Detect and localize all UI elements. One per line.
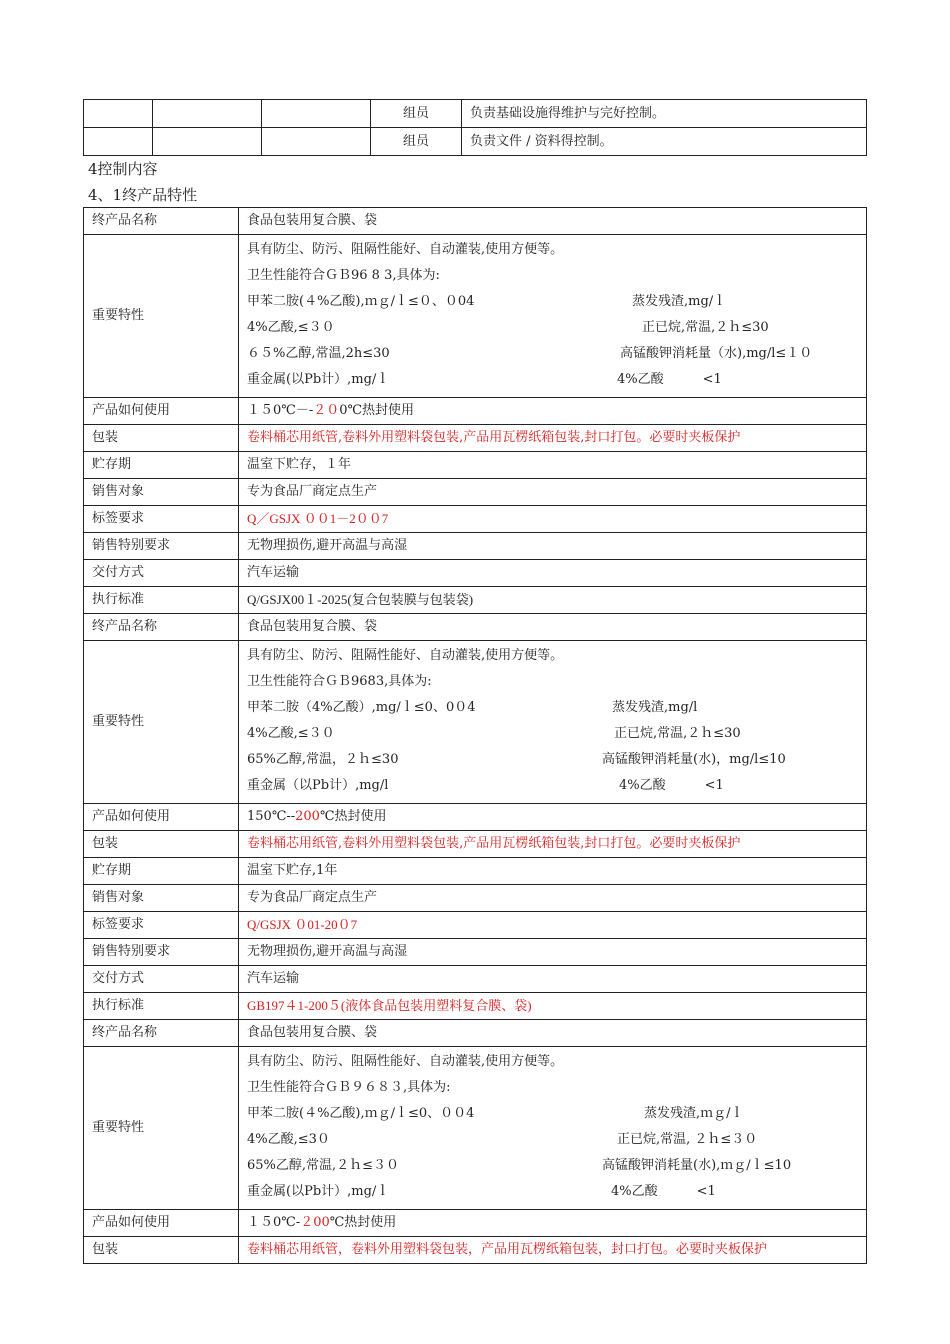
field-value: 卷料桶芯用纸管,卷料外用塑料袋包装,产品用瓦楞纸箱包装,封口打包。必要时夹板保护 <box>239 831 867 858</box>
property-left: 重金属(以Pb计）,mg/ｌ <box>247 1184 390 1199</box>
field-label: 执行标准 <box>84 587 239 614</box>
property-right: 正已烷,常温, ２ｈ≤３０ <box>617 1132 758 1147</box>
field-value: 卷料桶芯用纸管,卷料外用塑料袋包装,产品用瓦楞纸箱包装,封口打包。必要时夹板保护 <box>239 425 867 452</box>
section-title: 4控制内容 <box>88 160 158 178</box>
table-row <box>84 804 867 831</box>
field-label: 销售对象 <box>84 479 239 506</box>
field-value: 无物理损伤,避开高温与高湿 <box>239 533 867 560</box>
table-row <box>84 100 867 128</box>
field-value: Q/GSJX ０01-20０7 <box>239 912 867 939</box>
field-label: 贮存期 <box>84 452 239 479</box>
field-label: 执行标准 <box>84 993 239 1020</box>
property-left: 4%乙酸,≤３０ <box>247 726 335 741</box>
table-row <box>84 425 867 452</box>
property-line: 卫生性能符合ＧＢ9683,具体为: <box>247 674 432 689</box>
table-cell <box>262 128 371 156</box>
role-cell: 组员 <box>371 100 462 128</box>
table-cell <box>84 100 153 128</box>
property-pair <box>247 721 858 747</box>
property-right: 4%乙酸 <1 <box>619 778 724 793</box>
table-cell <box>84 128 153 156</box>
field-label: 终产品名称 <box>84 1020 239 1047</box>
field-value <box>239 398 867 425</box>
property-left: 重金属(以Pb计）,mg/ｌ <box>247 372 390 387</box>
properties-cell <box>239 641 867 804</box>
table-row <box>84 966 867 993</box>
usage-text: 0℃热封使用 <box>339 403 415 418</box>
table-row <box>84 560 867 587</box>
table-row <box>84 479 867 506</box>
field-value <box>239 804 867 831</box>
field-label: 终产品名称 <box>84 208 239 235</box>
property-line: 具有防尘、防污、阻隔性能好、自动灌装,使用方便等。 <box>247 1054 564 1069</box>
field-label: 产品如何使用 <box>84 1210 239 1237</box>
field-value: 专为食品厂商定点生产 <box>239 885 867 912</box>
field-label: 重要特性 <box>84 1047 239 1210</box>
table-row <box>84 452 867 479</box>
field-value: 卷料桶芯用纸管，卷料外用塑料袋包装，产品用瓦楞纸箱包装，封口打包。必要时夹板保护 <box>239 1237 867 1264</box>
field-label: 包装 <box>84 425 239 452</box>
property-pair <box>247 315 858 341</box>
property-left: 重金属（以Pb计）,mg/l <box>247 778 389 793</box>
property-line: 卫生性能符合ＧＢ９６８３,具体为: <box>247 1080 451 1095</box>
table-row <box>84 641 867 804</box>
property-pair <box>247 695 858 721</box>
property-right: 正已烷,常温,２ｈ≤30 <box>614 726 741 741</box>
table-row <box>84 831 867 858</box>
property-left: 4%乙酸,≤3０ <box>247 1132 330 1147</box>
field-value <box>239 1210 867 1237</box>
usage-temp: ２00 <box>300 1215 330 1230</box>
property-pair <box>247 773 858 799</box>
table-row <box>84 912 867 939</box>
properties-cell <box>239 235 867 398</box>
property-right: 高锰酸钾消耗量(水)，mg/l≤10 <box>602 752 786 767</box>
field-label: 重要特性 <box>84 235 239 398</box>
property-pair <box>247 1153 858 1179</box>
property-left: 甲苯二胺(４%乙酸),ｍｇ/ｌ≤０、０04 <box>247 294 475 309</box>
table-row <box>84 398 867 425</box>
table-cell <box>153 128 262 156</box>
usage-temp: ２０ <box>313 403 340 418</box>
property-left: 甲苯二胺(４%乙酸),ｍｇ/ｌ≤0、００4 <box>247 1106 475 1121</box>
property-right: 蒸发残渣,ｍｇ/ｌ <box>644 1106 744 1121</box>
property-right: 蒸发残渣,mg/l <box>612 700 698 715</box>
field-value: 食品包装用复合膜、袋 <box>239 1020 867 1047</box>
property-left: 65%乙醇,常温，２ｈ≤30 <box>247 752 399 767</box>
table-cell <box>262 100 371 128</box>
usage-text: ℃热封使用 <box>319 809 387 824</box>
field-label: 交付方式 <box>84 560 239 587</box>
property-pair <box>247 1101 858 1127</box>
field-value: 温室下贮存，１年 <box>239 452 867 479</box>
field-value: 专为食品厂商定点生产 <box>239 479 867 506</box>
responsibility-table <box>83 99 867 156</box>
table-row <box>84 885 867 912</box>
property-line: 具有防尘、防污、阻隔性能好、自动灌装,使用方便等。 <box>247 648 564 663</box>
property-right: 4%乙酸 <1 <box>617 372 722 387</box>
property-pair <box>247 341 858 367</box>
field-label: 产品如何使用 <box>84 398 239 425</box>
field-label: 销售特别要求 <box>84 939 239 966</box>
field-label: 标签要求 <box>84 912 239 939</box>
product-spec-table <box>83 207 867 1264</box>
table-cell <box>153 100 262 128</box>
table-row <box>84 533 867 560</box>
field-value: 汽车运输 <box>239 560 867 587</box>
field-value: Q／GSJX ００1－2００7 <box>239 506 867 533</box>
table-row <box>84 939 867 966</box>
property-right: 正已烷,常温,２ｈ≤30 <box>642 320 769 335</box>
property-pair <box>247 1127 858 1153</box>
usage-temp: 200 <box>295 809 320 824</box>
property-right: 高锰酸钾消耗量（水),mg/l≤１０ <box>620 346 813 361</box>
property-left: 65%乙醇,常温,２ｈ≤３０ <box>247 1158 400 1173</box>
field-label: 重要特性 <box>84 641 239 804</box>
property-left: 甲苯二胺（4%乙酸）,mg/ｌ≤0、0０4 <box>247 700 476 715</box>
field-value: 温室下贮存,1年 <box>239 858 867 885</box>
property-left: 4%乙酸,≤３０ <box>247 320 335 335</box>
table-row <box>84 858 867 885</box>
field-value: 汽车运输 <box>239 966 867 993</box>
table-row <box>84 1210 867 1237</box>
property-right: 蒸发残渣,mg/ｌ <box>632 294 727 309</box>
field-label: 贮存期 <box>84 858 239 885</box>
table-row <box>84 993 867 1020</box>
field-value: 食品包装用复合膜、袋 <box>239 208 867 235</box>
field-label: 交付方式 <box>84 966 239 993</box>
field-label: 包装 <box>84 1237 239 1264</box>
usage-text: １５0℃－- <box>247 403 314 418</box>
field-label: 标签要求 <box>84 506 239 533</box>
field-label: 包装 <box>84 831 239 858</box>
property-left: ６５%乙醇,常温,2h≤30 <box>247 346 390 361</box>
field-label: 产品如何使用 <box>84 804 239 831</box>
usage-text: 150℃-- <box>247 809 296 824</box>
table-row <box>84 587 867 614</box>
properties-cell <box>239 1047 867 1210</box>
table-row <box>84 1237 867 1264</box>
table-row <box>84 1047 867 1210</box>
field-value: Q/GSJX00１-2025(复合包装膜与包装袋) <box>239 587 867 614</box>
duty-cell: 负责基础设施得维护与完好控制。 <box>462 100 867 128</box>
duty-cell: 负责文件 / 资料得控制。 <box>462 128 867 156</box>
subsection-title: 4、1终产品特性 <box>88 186 198 204</box>
table-row <box>84 128 867 156</box>
role-cell: 组员 <box>371 128 462 156</box>
field-label: 销售特别要求 <box>84 533 239 560</box>
property-line: 具有防尘、防污、阻隔性能好、自动灌装,使用方便等。 <box>247 242 564 257</box>
property-pair <box>247 289 858 315</box>
table-row <box>84 1020 867 1047</box>
property-pair <box>247 1179 858 1205</box>
property-right: 4%乙酸 <1 <box>611 1184 716 1199</box>
field-value: 食品包装用复合膜、袋 <box>239 614 867 641</box>
property-line: 卫生性能符合ＧＢ96 8 3,具体为: <box>247 268 440 283</box>
field-value: 无物理损伤,避开高温与高湿 <box>239 939 867 966</box>
property-pair <box>247 747 858 773</box>
table-row <box>84 614 867 641</box>
table-row <box>84 235 867 398</box>
table-row <box>84 208 867 235</box>
property-pair <box>247 367 858 393</box>
field-value: GB197４1-200５(液体食品包装用塑料复合膜、袋) <box>239 993 867 1020</box>
field-label: 销售对象 <box>84 885 239 912</box>
field-label: 终产品名称 <box>84 614 239 641</box>
usage-text: １５0℃- <box>247 1215 301 1230</box>
property-right: 高锰酸钾消耗量(水),ｍｇ/ｌ≤10 <box>602 1158 792 1173</box>
usage-text: ℃热封使用 <box>329 1215 397 1230</box>
table-row <box>84 506 867 533</box>
